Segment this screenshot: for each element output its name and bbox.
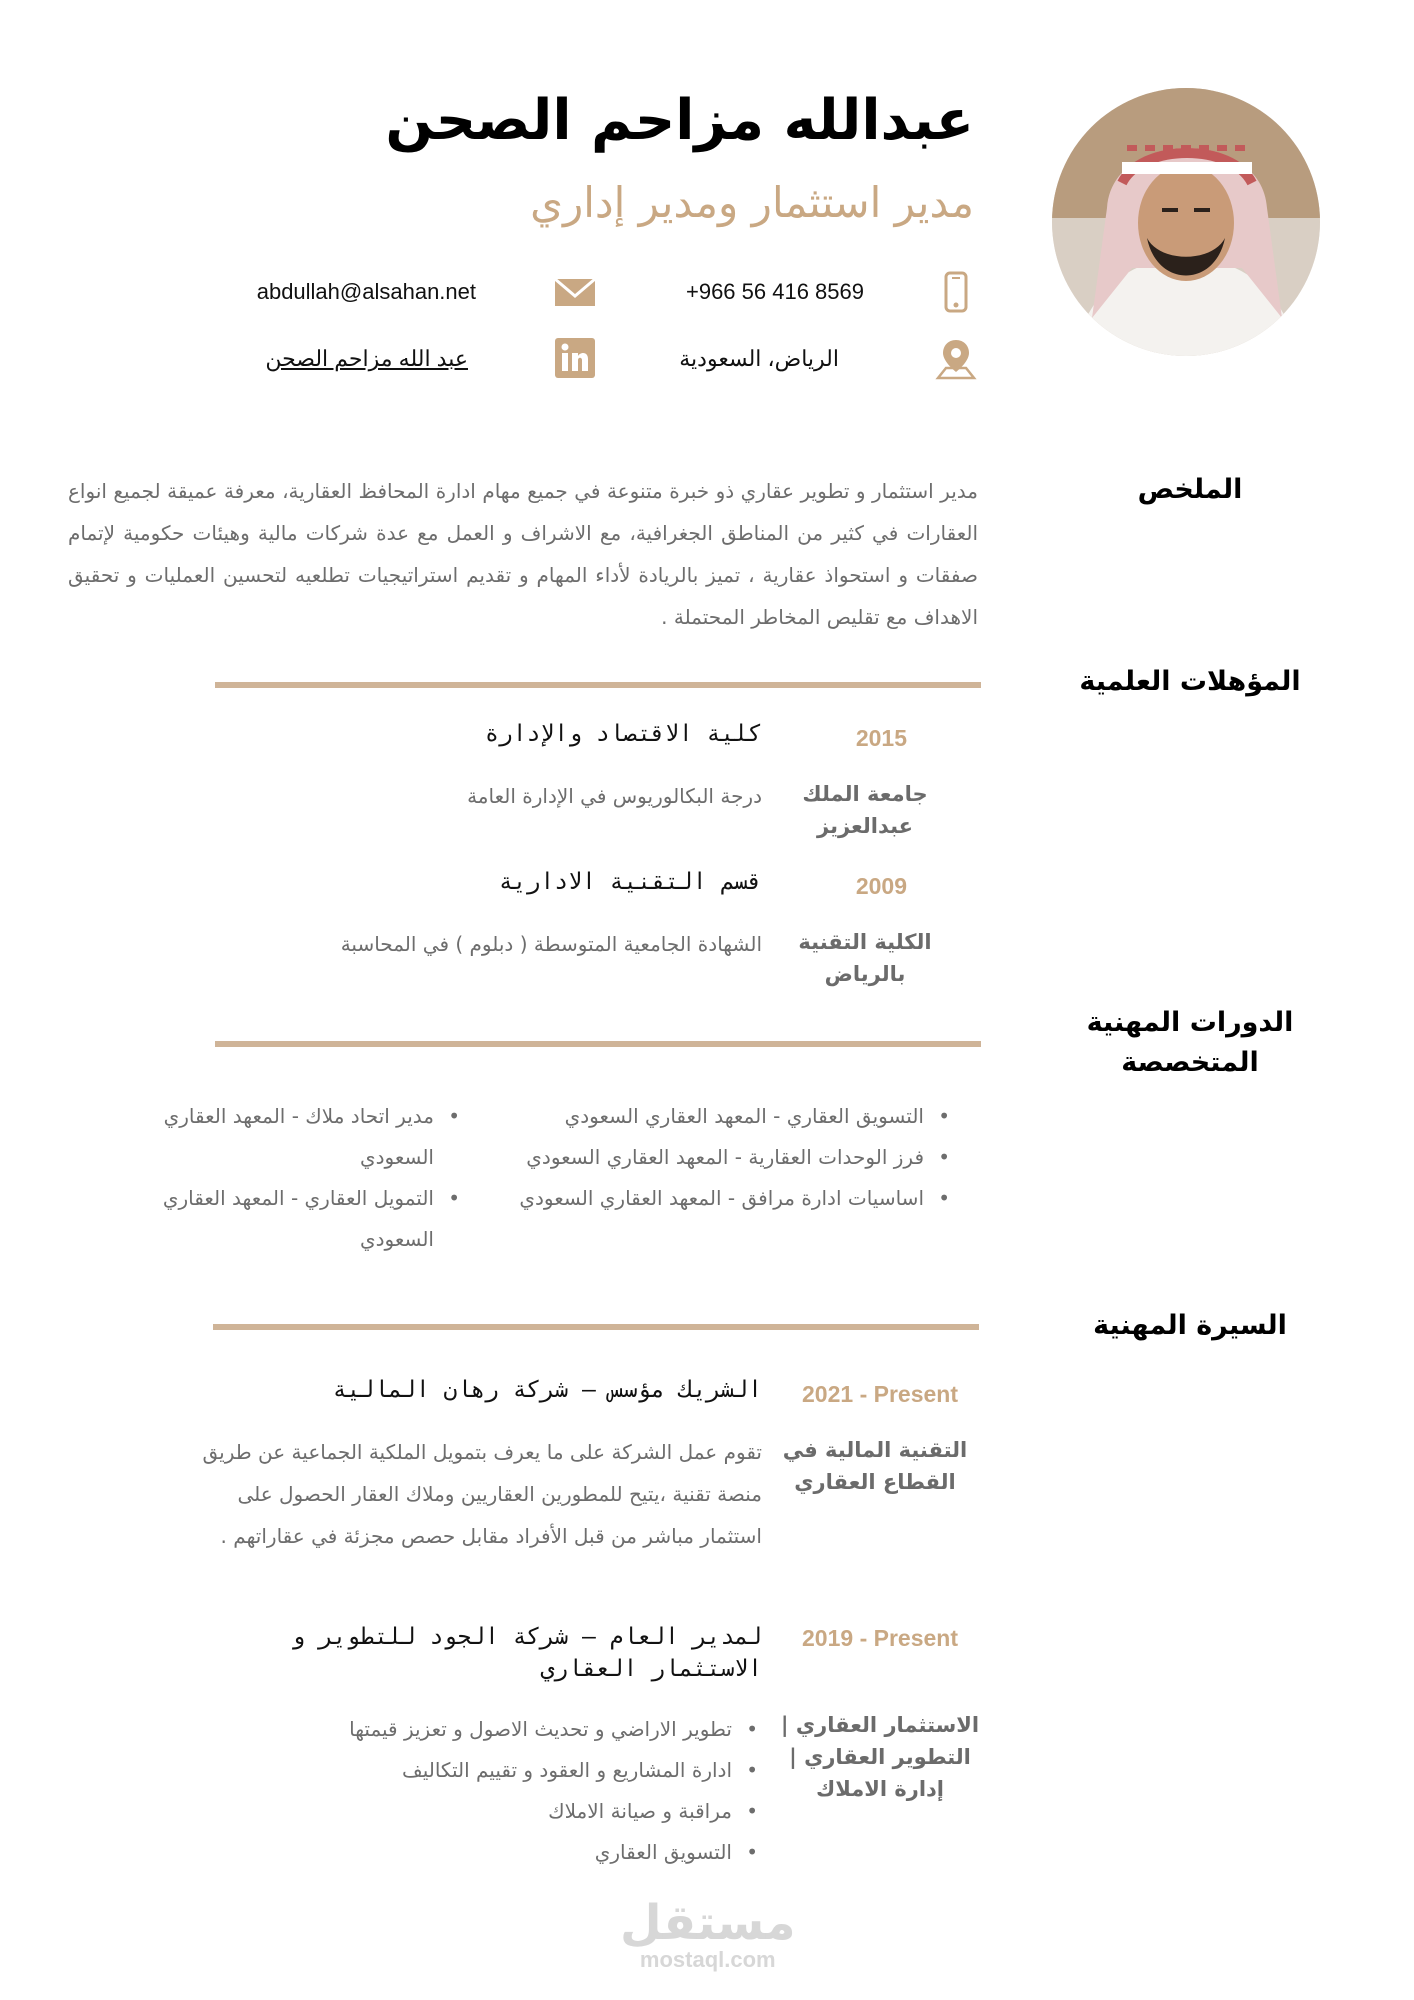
education-title: كلية الاقتصاد والإدارة [485,721,762,747]
education-institution: جامعة الملك عبدالعزيز [802,782,928,838]
education-detail: الشهادة الجامعية المتوسطة ( دبلوم ) في المحاسبة [340,932,762,956]
duty-item: • التسويق العقاري [242,1832,762,1873]
experience-sector: الاستثمار العقاري | التطوير العقاري | إدارة الاملاك [780,1713,980,1801]
experience-period: 2021 - Present [802,1381,958,1407]
experience-period: 2019 - Present [802,1625,958,1651]
profile-photo [1052,88,1320,356]
education-institution: الكلية التقنية بالرياض [798,930,932,986]
linkedin-link[interactable]: عبد الله مزاحم الصحن [265,346,468,371]
watermark-arabic: مستقل [620,1895,796,1951]
email-icon [553,270,597,314]
courses-heading: الدورات المهنية المتخصصة [1086,1007,1294,1078]
summary-heading: الملخص [1137,474,1243,505]
experience-sector: التقنية المالية في القطاع العقاري [782,1438,968,1494]
email-address[interactable]: abdullah@alsahan.net [256,279,476,304]
courses-list-right [484,1096,954,1219]
education-heading: المؤهلات العلمية [1079,666,1301,697]
education-detail: درجة البكالوريوس في الإدارة العامة [467,784,762,808]
duty-item: • مراقبة و صيانة الاملاك [242,1791,762,1832]
person-name: عبدالله مزاحم الصحن [385,88,974,153]
experience-heading: السيرة المهنية [1093,1310,1287,1341]
location-text: الرياض، السعودية [679,346,839,371]
course-item: • فرز الوحدات العقارية - المعهد العقاري السعودي [484,1137,954,1178]
phone-icon [934,270,978,314]
courses-divider [215,1041,981,1047]
duty-item: • تطوير الاراضي و تحديث الاصول و تعزيز قيمتها [242,1709,762,1750]
education-year: 2009 [855,873,907,899]
duty-item: • ادارة المشاريع و العقود و تقييم التكاليف [242,1750,762,1791]
job-title: مدير استثمار ومدير إداري [530,178,974,227]
summary-text: مدير استثمار و تطوير عقاري ذو خبرة متنوعة في جميع مهام ادارة المحافظ العقارية، معرفة عميقة لجميع انواع العقارات في كثير من المناطق الجغرافية، مع الاشراف و العمل مع عدة شركات مالية وهيئات حكومية لإتمام صفقات و استحواذ عقارية ، تميز بالريادة لأداء المهام و تقديم استراتيجيات تطلعيه لتحسين العمليات و تحقيق الاهداف مع تقليص المخاطر المحتملة . [68,479,978,629]
course-item: • اساسيات ادارة مرافق - المعهد العقاري السعودي [484,1178,954,1219]
experience-divider [213,1324,979,1330]
linkedin-icon[interactable] [553,336,597,380]
education-year: 2015 [855,725,907,751]
course-item: • التسويق العقاري - المعهد العقاري السعودي [484,1096,954,1137]
education-divider [215,682,981,688]
watermark [620,1895,796,1972]
experience-duties [242,1709,762,1873]
course-item: • التمويل العقاري - المعهد العقاري السعودي [124,1178,464,1260]
experience-title: لمدير العام – شركة الجود للتطوير و الاستثمار العقاري [291,1624,762,1682]
watermark-url: mostaql.com [639,1947,776,1972]
courses-list-left [124,1096,464,1260]
course-item: • مدير اتحاد ملاك - المعهد العقاري السعودي [124,1096,464,1178]
phone-number[interactable]: +966 56 416 8569 [685,279,864,304]
experience-title: الشريك مؤسس – شركة رهان المالية [332,1377,762,1403]
location-pin-icon [934,336,978,380]
education-title: قسم التقنية الادارية [498,869,762,895]
experience-description: تقوم عمل الشركة على ما يعرف بتمويل الملكية الجماعية عن طريق منصة تقنية ،يتيح للمطورين العقاريين وملاك العقار الحصول على استثمار مباشر من قبل الأفراد مقابل حصص مجزئة في عقاراتهم . [202,1440,762,1548]
profile-photo-illustration [1052,88,1320,356]
